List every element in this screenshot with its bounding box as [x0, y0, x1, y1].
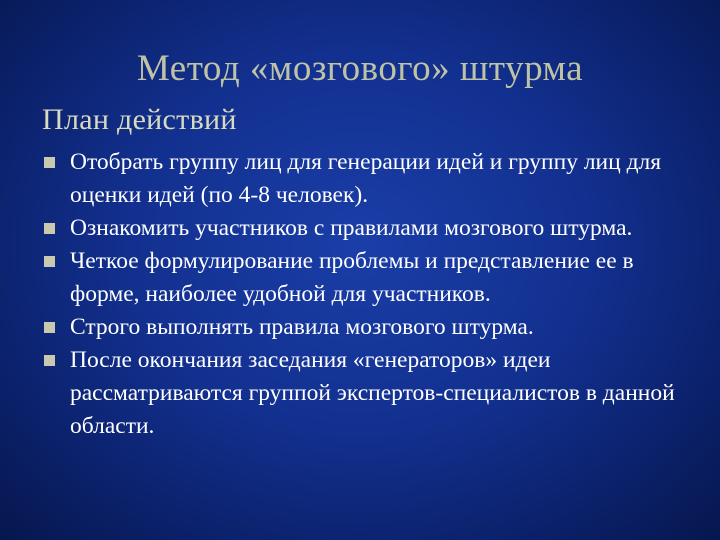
- slide-title: Метод «мозгового» штурма: [136, 48, 584, 89]
- bullet-item: [42, 344, 682, 443]
- bullet-text: Четкое формулирование проблемы и представление ее в форме, наиболее удобной для участников.: [70, 248, 634, 307]
- bullet-text: Ознакомить участников с правилами мозгового штурма.: [70, 215, 633, 241]
- bullet-text: После окончания заседания «генераторов» идеи рассматриваются группой экспертов-специалистов в данной области.: [70, 347, 675, 439]
- square-bullet-icon: [44, 322, 55, 333]
- slide-subtitle: План действий: [42, 103, 237, 136]
- bullet-item: [42, 212, 682, 245]
- bullet-item: [42, 245, 682, 311]
- square-bullet-icon: [44, 355, 55, 366]
- square-bullet-icon: [44, 157, 55, 168]
- bullet-text: Строго выполнять правила мозгового штурма.: [70, 314, 534, 340]
- bullet-item: [42, 146, 682, 212]
- bullet-list: [42, 146, 682, 443]
- bullet-text: Отобрать группу лиц для генерации идей и группу лиц для оценки идей (по 4-8 человек).: [70, 149, 662, 208]
- bullet-item: [42, 311, 682, 344]
- square-bullet-icon: [44, 223, 55, 234]
- square-bullet-icon: [44, 256, 55, 267]
